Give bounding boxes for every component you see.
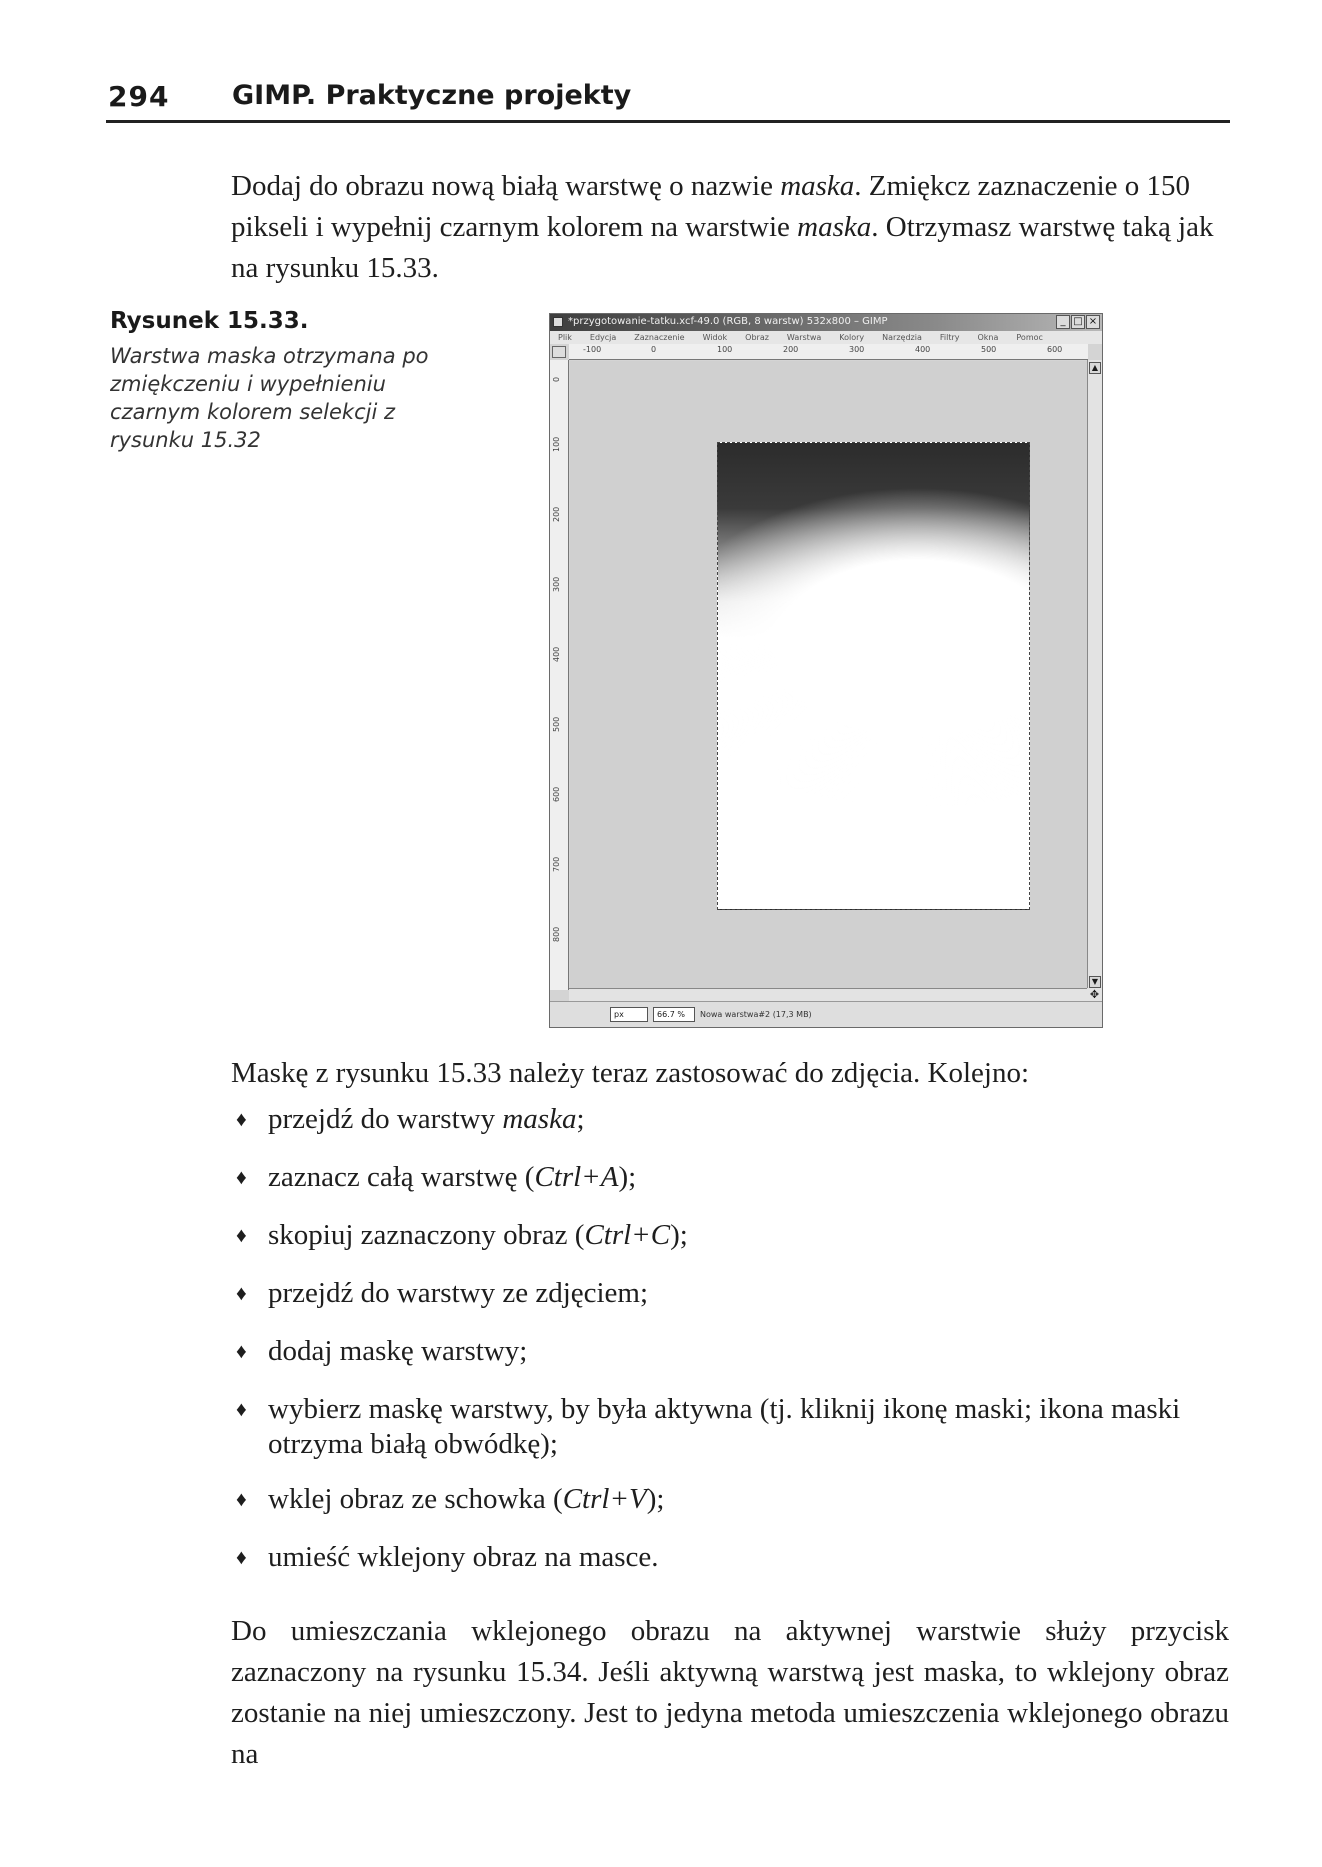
step-text: skopiuj zaznaczony obraz (: [268, 1219, 585, 1251]
step-text: zaznacz całą warstwę (: [268, 1161, 535, 1193]
step-text: przejdź do warstwy ze zdjęciem;: [268, 1277, 649, 1309]
horizontal-scrollbar[interactable]: [569, 988, 1088, 1001]
bullet-diamond-icon: ♦: [236, 1397, 247, 1421]
title-bar: [550, 314, 1102, 331]
menu-kolory[interactable]: Kolory: [839, 333, 865, 342]
intro-text-1: Dodaj do obrazu nową białą warstwę o nazwie: [231, 170, 781, 202]
step-text: wybierz maskę warstwy, by była aktywna (tj. kliknij ikonę maski; ikona maski otrzyma białą obwódkę);: [268, 1393, 1181, 1460]
hruler-tick-label: 400: [915, 345, 931, 354]
hruler-tick-label: 100: [717, 345, 733, 354]
window-title: *przygotowanie-tatku.xcf-49.0 (RGB, 8 warstw) 532x800 – GIMP: [568, 316, 888, 327]
step-emphasis: Ctrl+A: [534, 1161, 619, 1193]
book-title: GIMP. Praktyczne projekty: [232, 80, 632, 111]
page-number: 294: [108, 80, 170, 113]
gimp-app-icon: [553, 317, 563, 327]
vruler-tick-label: 200: [552, 506, 561, 522]
vertical-ruler: [550, 360, 569, 990]
step-emphasis: Ctrl+C: [584, 1219, 671, 1251]
canvas-area[interactable]: [570, 361, 1088, 990]
menu-obraz[interactable]: Obraz: [745, 333, 769, 342]
step-text: wklej obraz ze schowka (: [268, 1483, 563, 1515]
bullet-diamond-icon: ♦: [236, 1545, 247, 1569]
intro-emphasis-2: maska: [797, 211, 872, 243]
hruler-tick-label: 200: [783, 345, 799, 354]
vruler-tick-label: 100: [552, 436, 561, 452]
step-text: umieść wklejony obraz na masce.: [268, 1541, 659, 1573]
minimize-button[interactable]: _: [1056, 315, 1070, 329]
vruler-tick-label: 400: [552, 646, 561, 662]
vruler-tick-label: 800: [552, 926, 561, 942]
horizontal-ruler: [569, 344, 1088, 360]
maximize-button[interactable]: □: [1071, 315, 1085, 329]
status-text: Nowa warstwa#2 (17,3 MB): [700, 1010, 812, 1019]
closing-paragraph: Do umieszczania wklejonego obrazu na aktywnej warstwie służy przycisk zaznaczony na rysunku 15.34. Jeśli aktywną warstwą jest maska, to wklejony obraz zostanie na niej umieszczony. Jest to jedyna metoda umieszczenia wklejonego obrazu na: [231, 1615, 1229, 1770]
step-text: dodaj maskę warstwy;: [268, 1335, 528, 1367]
figure-label: Rysunek 15.33.: [110, 308, 309, 334]
gimp-window-screenshot: [549, 313, 1103, 1028]
unit-select[interactable]: px: [610, 1007, 648, 1022]
intro-text-2: . Zmiękcz zaznaczenie o 150 pikseli i wypełnij czarnym kolorem na warstwie: [231, 170, 1191, 243]
hruler-tick-label: -100: [583, 345, 602, 354]
quick-mask-corner-button[interactable]: [552, 346, 566, 358]
vruler-tick-label: 0: [552, 376, 561, 382]
intro-paragraph: [231, 166, 1229, 289]
hruler-tick-label: 500: [981, 345, 997, 354]
intro-emphasis-1: maska: [780, 170, 855, 202]
menu-bar: [550, 331, 1102, 344]
figure-caption: Warstwa maska otrzymana po zmiękczeniu i wypełnieniu czarnym kolorem selekcji z rysunku 15.32: [110, 344, 429, 452]
bullet-diamond-icon: ♦: [236, 1107, 247, 1131]
zoom-select[interactable]: 66.7 %: [653, 1007, 695, 1022]
step-after: );: [646, 1483, 665, 1515]
menu-filtry[interactable]: Filtry: [939, 333, 960, 342]
bullet-diamond-icon: ♦: [236, 1487, 247, 1511]
menu-narzedzia[interactable]: Narzędzia: [882, 333, 922, 342]
menu-zaznaczenie[interactable]: Zaznaczenie: [634, 333, 685, 342]
bullet-diamond-icon: ♦: [236, 1223, 247, 1247]
status-bar: [550, 1001, 1102, 1027]
step-after: ;: [576, 1103, 585, 1135]
header-rule: [106, 120, 1230, 123]
step-after: );: [670, 1219, 688, 1251]
vertical-scrollbar[interactable]: [1087, 360, 1102, 990]
vruler-tick-label: 300: [552, 576, 561, 592]
vruler-tick-label: 500: [552, 716, 561, 732]
close-button[interactable]: ×: [1086, 315, 1100, 329]
bullet-diamond-icon: ♦: [236, 1281, 247, 1305]
step-after: );: [618, 1161, 637, 1193]
mask-layer-image[interactable]: [717, 442, 1030, 910]
scroll-up-arrow-icon[interactable]: ▲: [1089, 362, 1101, 374]
hruler-tick-label: 600: [1047, 345, 1063, 354]
menu-pomoc[interactable]: Pomoc: [1016, 333, 1043, 342]
hruler-tick-label: 300: [849, 345, 865, 354]
scroll-down-arrow-icon[interactable]: ▼: [1089, 976, 1101, 988]
vruler-tick-label: 600: [552, 786, 561, 802]
navigate-icon[interactable]: ✥: [1087, 988, 1102, 1001]
window-controls: [1056, 315, 1100, 329]
menu-widok[interactable]: Widok: [702, 333, 728, 342]
intro-text-3: . Otrzymasz warstwę taką jak na rysunku 15.33.: [231, 211, 1214, 284]
step-text: przejdź do warstwy: [268, 1103, 503, 1135]
step-emphasis: maska: [502, 1103, 577, 1135]
bullet-diamond-icon: ♦: [236, 1339, 247, 1363]
menu-okna[interactable]: Okna: [977, 333, 999, 342]
vruler-tick-label: 700: [552, 856, 561, 872]
lead-paragraph: Maskę z rysunku 15.33 należy teraz zastosować do zdjęcia. Kolejno:: [231, 1057, 1030, 1089]
menu-edycja[interactable]: Edycja: [589, 333, 617, 342]
bullet-diamond-icon: ♦: [236, 1165, 247, 1189]
step-emphasis: Ctrl+V: [562, 1483, 647, 1515]
hruler-tick-label: 0: [651, 345, 657, 354]
menu-warstwa[interactable]: Warstwa: [786, 333, 822, 342]
menu-plik[interactable]: Plik: [558, 333, 572, 342]
